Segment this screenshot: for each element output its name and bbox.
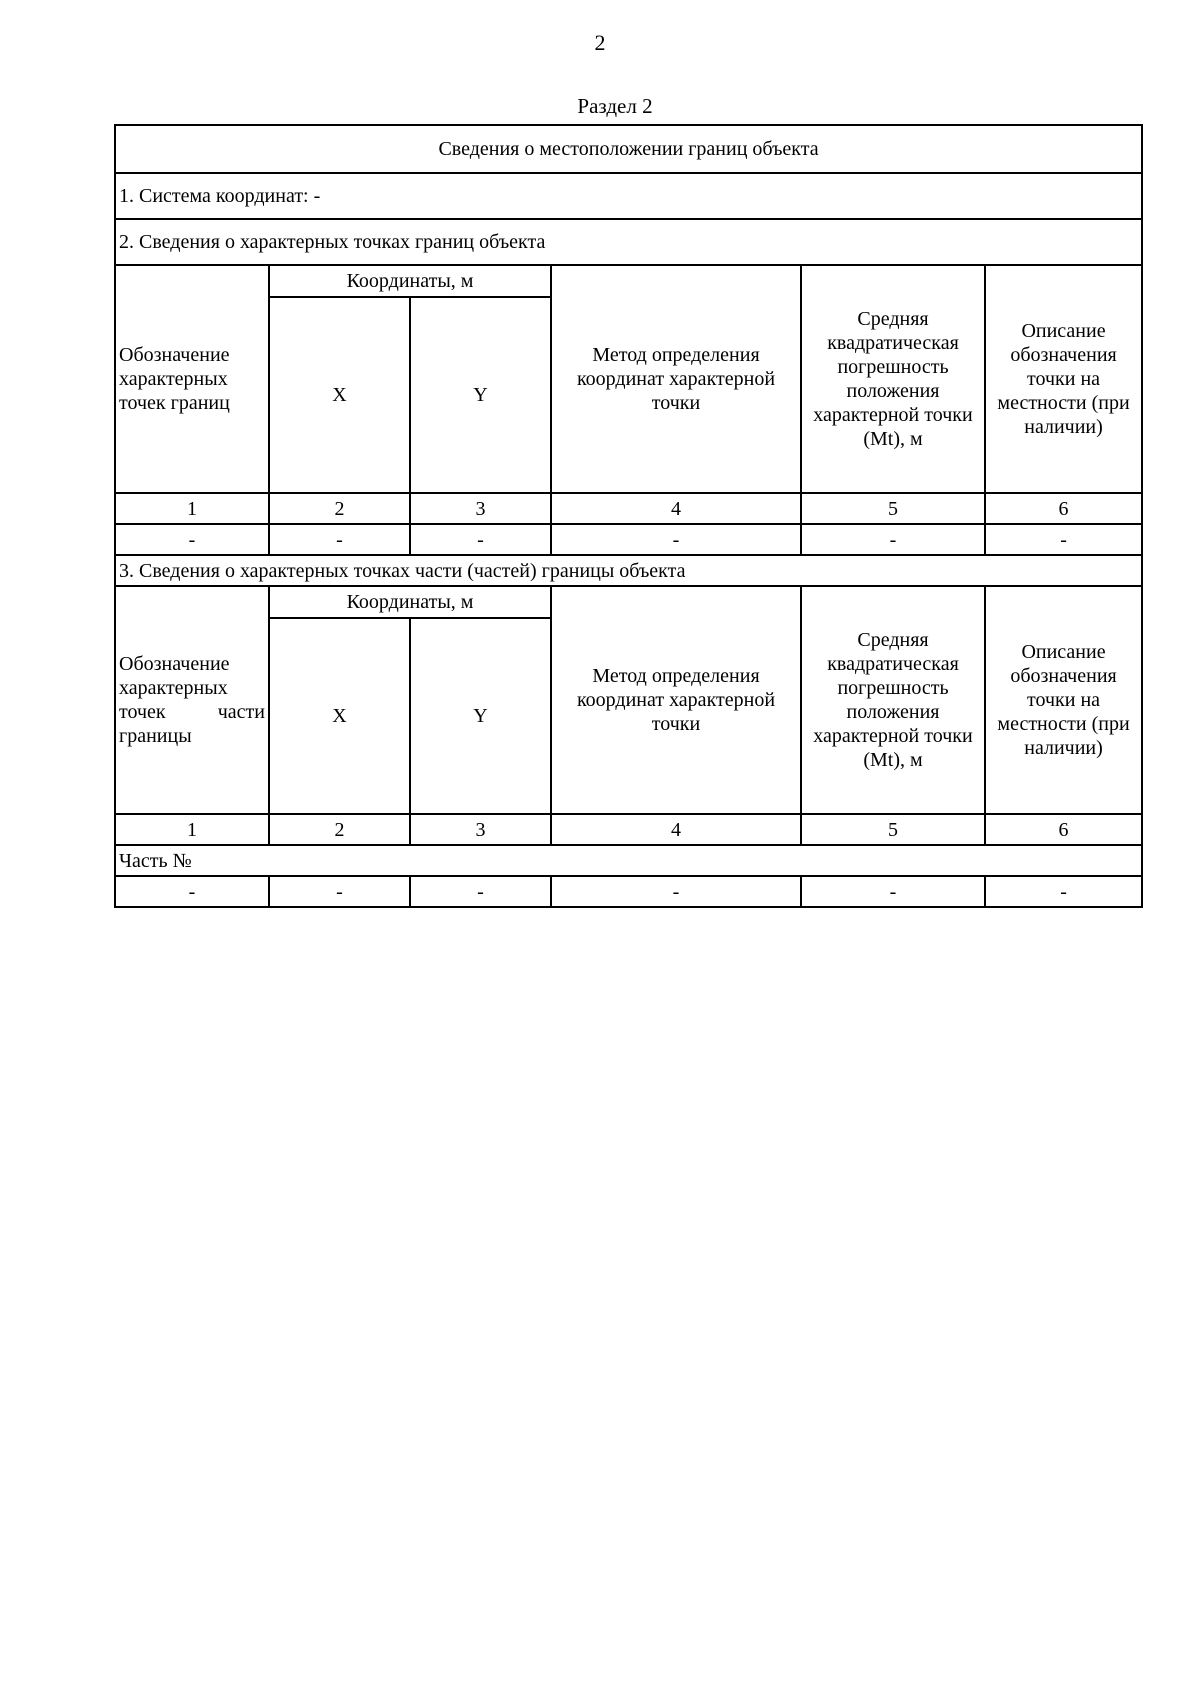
table-cell: - <box>269 876 410 907</box>
table-title: Сведения о местоположении границ объекта <box>115 125 1142 173</box>
header-y: Y <box>410 297 551 493</box>
section3-title-row <box>115 555 1142 586</box>
header-mean-error: Средняя квадратическая погрешность положения характерной точки (Mt), м <box>801 586 985 814</box>
table-cell: - <box>985 876 1142 907</box>
header-method: Метод определения координат характерной точки <box>551 586 801 814</box>
coord-system-text: 1. Система координат: - <box>115 173 1142 219</box>
part-label: Часть № <box>115 845 1142 876</box>
header-x: X <box>269 297 410 493</box>
column-number: 6 <box>985 814 1142 845</box>
column-number: 4 <box>551 493 801 524</box>
table-row <box>115 876 1142 907</box>
column-number: 5 <box>801 493 985 524</box>
header-designation: Обозначение характерных точек границ <box>115 265 269 493</box>
column-number: 3 <box>410 493 551 524</box>
header-y: Y <box>410 618 551 814</box>
header-coordinates: Координаты, м <box>269 586 551 618</box>
table-cell: - <box>410 876 551 907</box>
column-number: 6 <box>985 493 1142 524</box>
header-designation: Обозначение характерных точек части границы <box>115 586 269 814</box>
column-number: 2 <box>269 814 410 845</box>
table-cell: - <box>410 524 551 555</box>
boundary-info-table <box>114 124 1143 908</box>
header-coordinates: Координаты, м <box>269 265 551 297</box>
section2-title-row <box>115 219 1142 265</box>
page-number: 2 <box>594 30 606 55</box>
header-x: X <box>269 618 410 814</box>
section2-title: 2. Сведения о характерных точках границ объекта <box>115 219 1142 265</box>
table-cell: - <box>551 524 801 555</box>
table-cell: - <box>801 524 985 555</box>
table-cell: - <box>801 876 985 907</box>
header-mean-error: Средняя квадратическая погрешность положения характерной точки (Mt), м <box>801 265 985 493</box>
column-number: 2 <box>269 493 410 524</box>
section2-header-row <box>115 265 1142 297</box>
table-row <box>115 524 1142 555</box>
header-method: Метод определения координат характерной точки <box>551 265 801 493</box>
table-cell: - <box>269 524 410 555</box>
column-number: 1 <box>115 493 269 524</box>
table-cell: - <box>115 524 269 555</box>
section3-title: 3. Сведения о характерных точках части (частей) границы объекта <box>115 555 1142 586</box>
section3-column-numbers-row <box>115 814 1142 845</box>
section3-header-row <box>115 586 1142 618</box>
table-cell: - <box>551 876 801 907</box>
table-cell: - <box>985 524 1142 555</box>
header-description: Описание обозначения точки на местности (при наличии) <box>985 265 1142 493</box>
section2-column-numbers-row <box>115 493 1142 524</box>
section-title: Раздел 2 <box>577 94 653 118</box>
part-label-row <box>115 845 1142 876</box>
column-number: 4 <box>551 814 801 845</box>
column-number: 5 <box>801 814 985 845</box>
table-cell: - <box>115 876 269 907</box>
header-description: Описание обозначения точки на местности (при наличии) <box>985 586 1142 814</box>
coord-system-row <box>115 173 1142 219</box>
column-number: 3 <box>410 814 551 845</box>
column-number: 1 <box>115 814 269 845</box>
table-title-row <box>115 125 1142 173</box>
